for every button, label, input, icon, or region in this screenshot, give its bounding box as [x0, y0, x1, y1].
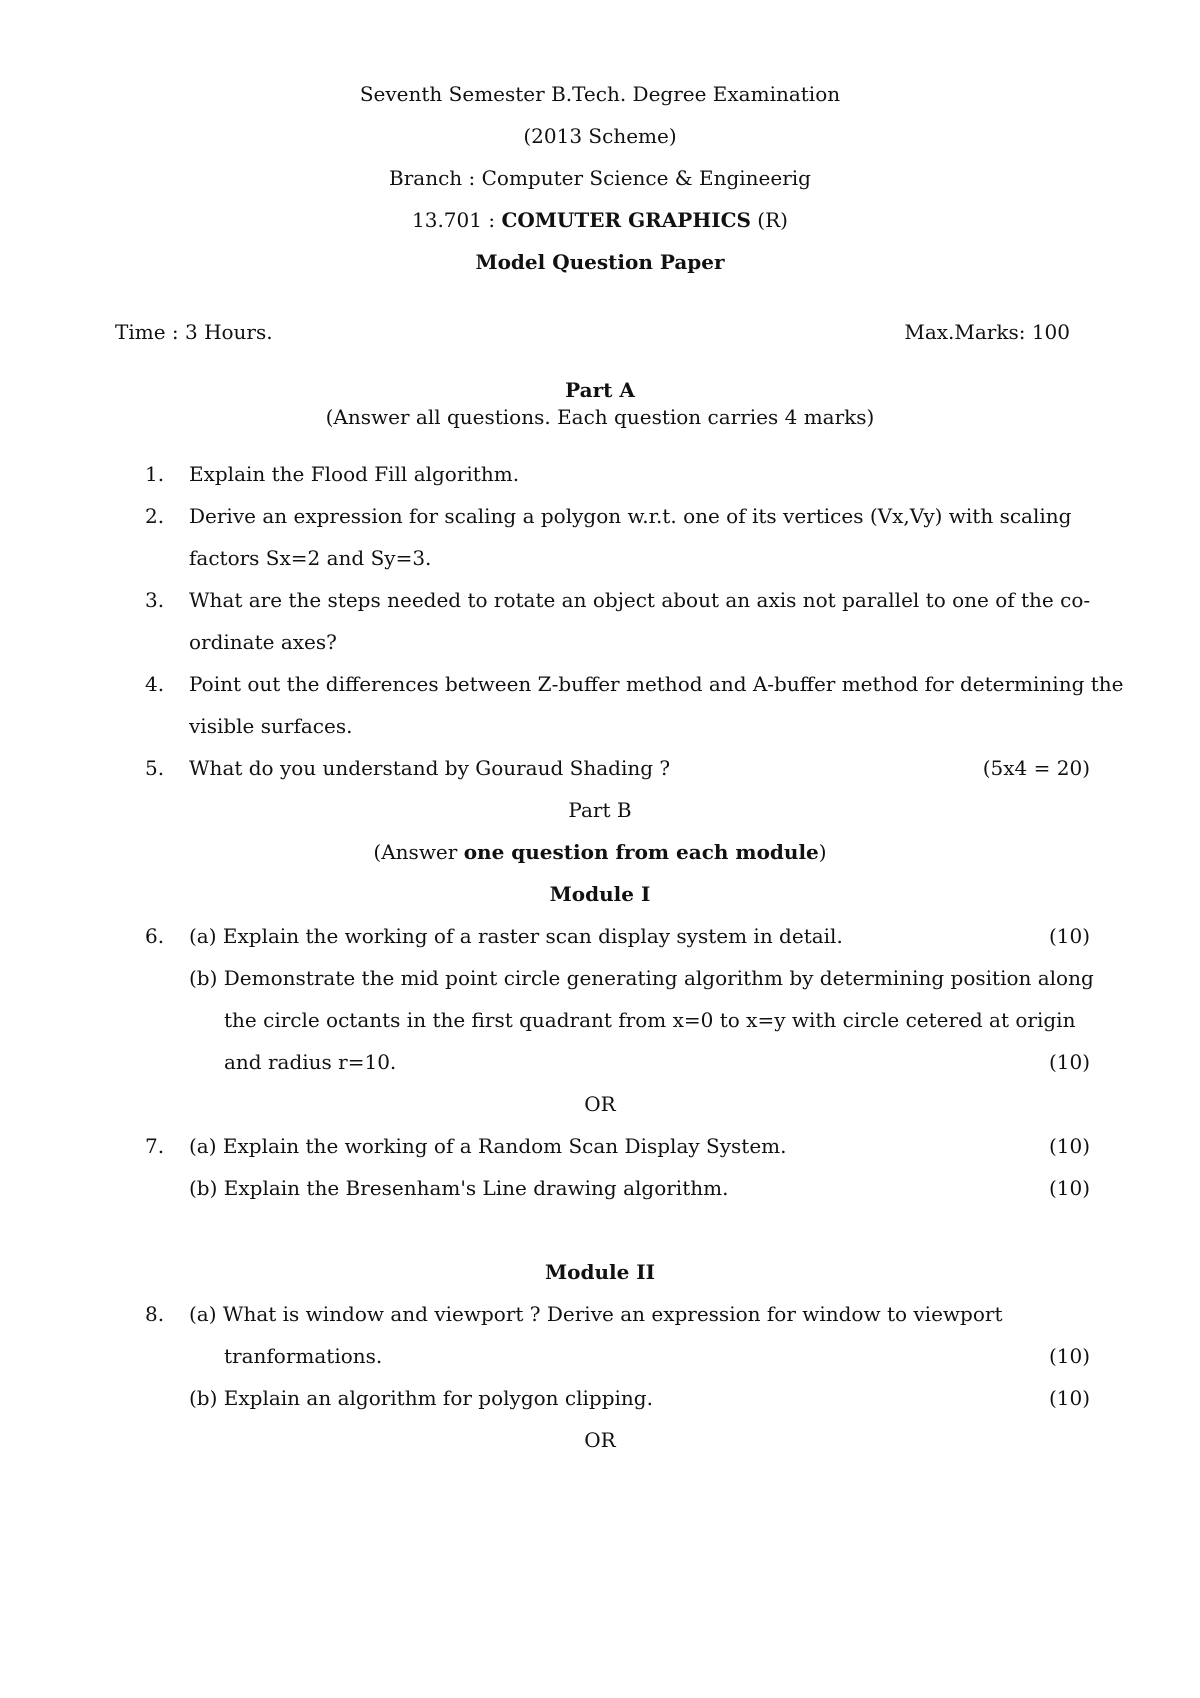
- part-b-instruction-suffix: ): [818, 840, 827, 864]
- q3-text-line2: ordinate axes?: [189, 630, 337, 654]
- q7a-text: (a) Explain the working of a Random Scan Display System.: [189, 1134, 787, 1158]
- q6-number: 6.: [145, 924, 165, 948]
- q1-text: Explain the Flood Fill algorithm.: [189, 462, 520, 486]
- q7-number: 7.: [145, 1134, 165, 1158]
- q6b-text-line3: and radius r=10.: [224, 1050, 397, 1074]
- part-a-title: Part A: [565, 378, 635, 402]
- q1-number: 1.: [145, 462, 165, 486]
- course-suffix: (R): [750, 208, 788, 232]
- max-marks: Max.Marks: 100: [904, 320, 1070, 344]
- q3-text-line1: What are the steps needed to rotate an object about an axis not parallel to one of the co-: [189, 588, 1091, 612]
- course-code: 13.701 :: [412, 208, 502, 232]
- branch: Branch : Computer Science & Engineerig: [389, 166, 811, 190]
- q8-number: 8.: [145, 1302, 165, 1326]
- q7a-marks: (10): [1048, 1134, 1090, 1158]
- exam-title: Seventh Semester B.Tech. Degree Examination: [359, 82, 841, 106]
- q4-text-line1: Point out the differences between Z-buffer method and A-buffer method for determining the: [189, 672, 1124, 696]
- q2-number: 2.: [145, 504, 165, 528]
- paper-title: Model Question Paper: [475, 250, 725, 274]
- q2-text-line1: Derive an expression for scaling a polygon w.r.t. one of its vertices (Vx,Vy) with scaling: [189, 504, 1072, 528]
- q8b-text: (b) Explain an algorithm for polygon clipping.: [189, 1386, 653, 1410]
- q7b-text: (b) Explain the Bresenham's Line drawing algorithm.: [189, 1176, 729, 1200]
- part-b-instruction: [0, 840, 1200, 864]
- q7b-marks: (10): [1048, 1176, 1090, 1200]
- q4-text-line2: visible surfaces.: [189, 714, 353, 738]
- q6b-text-line2: the circle octants in the first quadrant from x=0 to x=y with circle cetered at origin: [224, 1008, 1076, 1032]
- part-b-title: Part B: [568, 798, 632, 822]
- q3-number: 3.: [145, 588, 165, 612]
- q5-number: 5.: [145, 756, 165, 780]
- q6b-marks: (10): [1048, 1050, 1090, 1074]
- q5-text: What do you understand by Gouraud Shading ?: [189, 756, 671, 780]
- q8b-marks: (10): [1048, 1386, 1090, 1410]
- course-name: COMUTER GRAPHICS: [501, 208, 751, 232]
- q8a-text-line1: (a) What is window and viewport ? Derive an expression for window to viewport: [189, 1302, 1003, 1326]
- part-b-instruction-prefix: (Answer: [373, 840, 464, 864]
- q6a-marks: (10): [1048, 924, 1090, 948]
- q4-number: 4.: [145, 672, 165, 696]
- q6b-text-line1: (b) Demonstrate the mid point circle generating algorithm by determining position along: [189, 966, 1094, 990]
- or-separator-1: OR: [584, 1092, 616, 1116]
- time: Time : 3 Hours.: [115, 320, 273, 344]
- q5-marks: (5x4 = 20): [982, 756, 1090, 780]
- q2-text-line2: factors Sx=2 and Sy=3.: [189, 546, 432, 570]
- part-b-instruction-emphasis: one question from each module: [463, 840, 819, 864]
- q6a-text: (a) Explain the working of a raster scan display system in detail.: [189, 924, 843, 948]
- module-1-title: Module I: [549, 882, 651, 906]
- part-a-instruction: (Answer all questions. Each question carries 4 marks): [325, 405, 875, 429]
- or-separator-2: OR: [584, 1428, 616, 1452]
- scheme: (2013 Scheme): [523, 124, 677, 148]
- module-2-title: Module II: [545, 1260, 655, 1284]
- course-line: [0, 208, 1200, 232]
- q8a-text-line2: tranformations.: [224, 1344, 383, 1368]
- q8a-marks: (10): [1048, 1344, 1090, 1368]
